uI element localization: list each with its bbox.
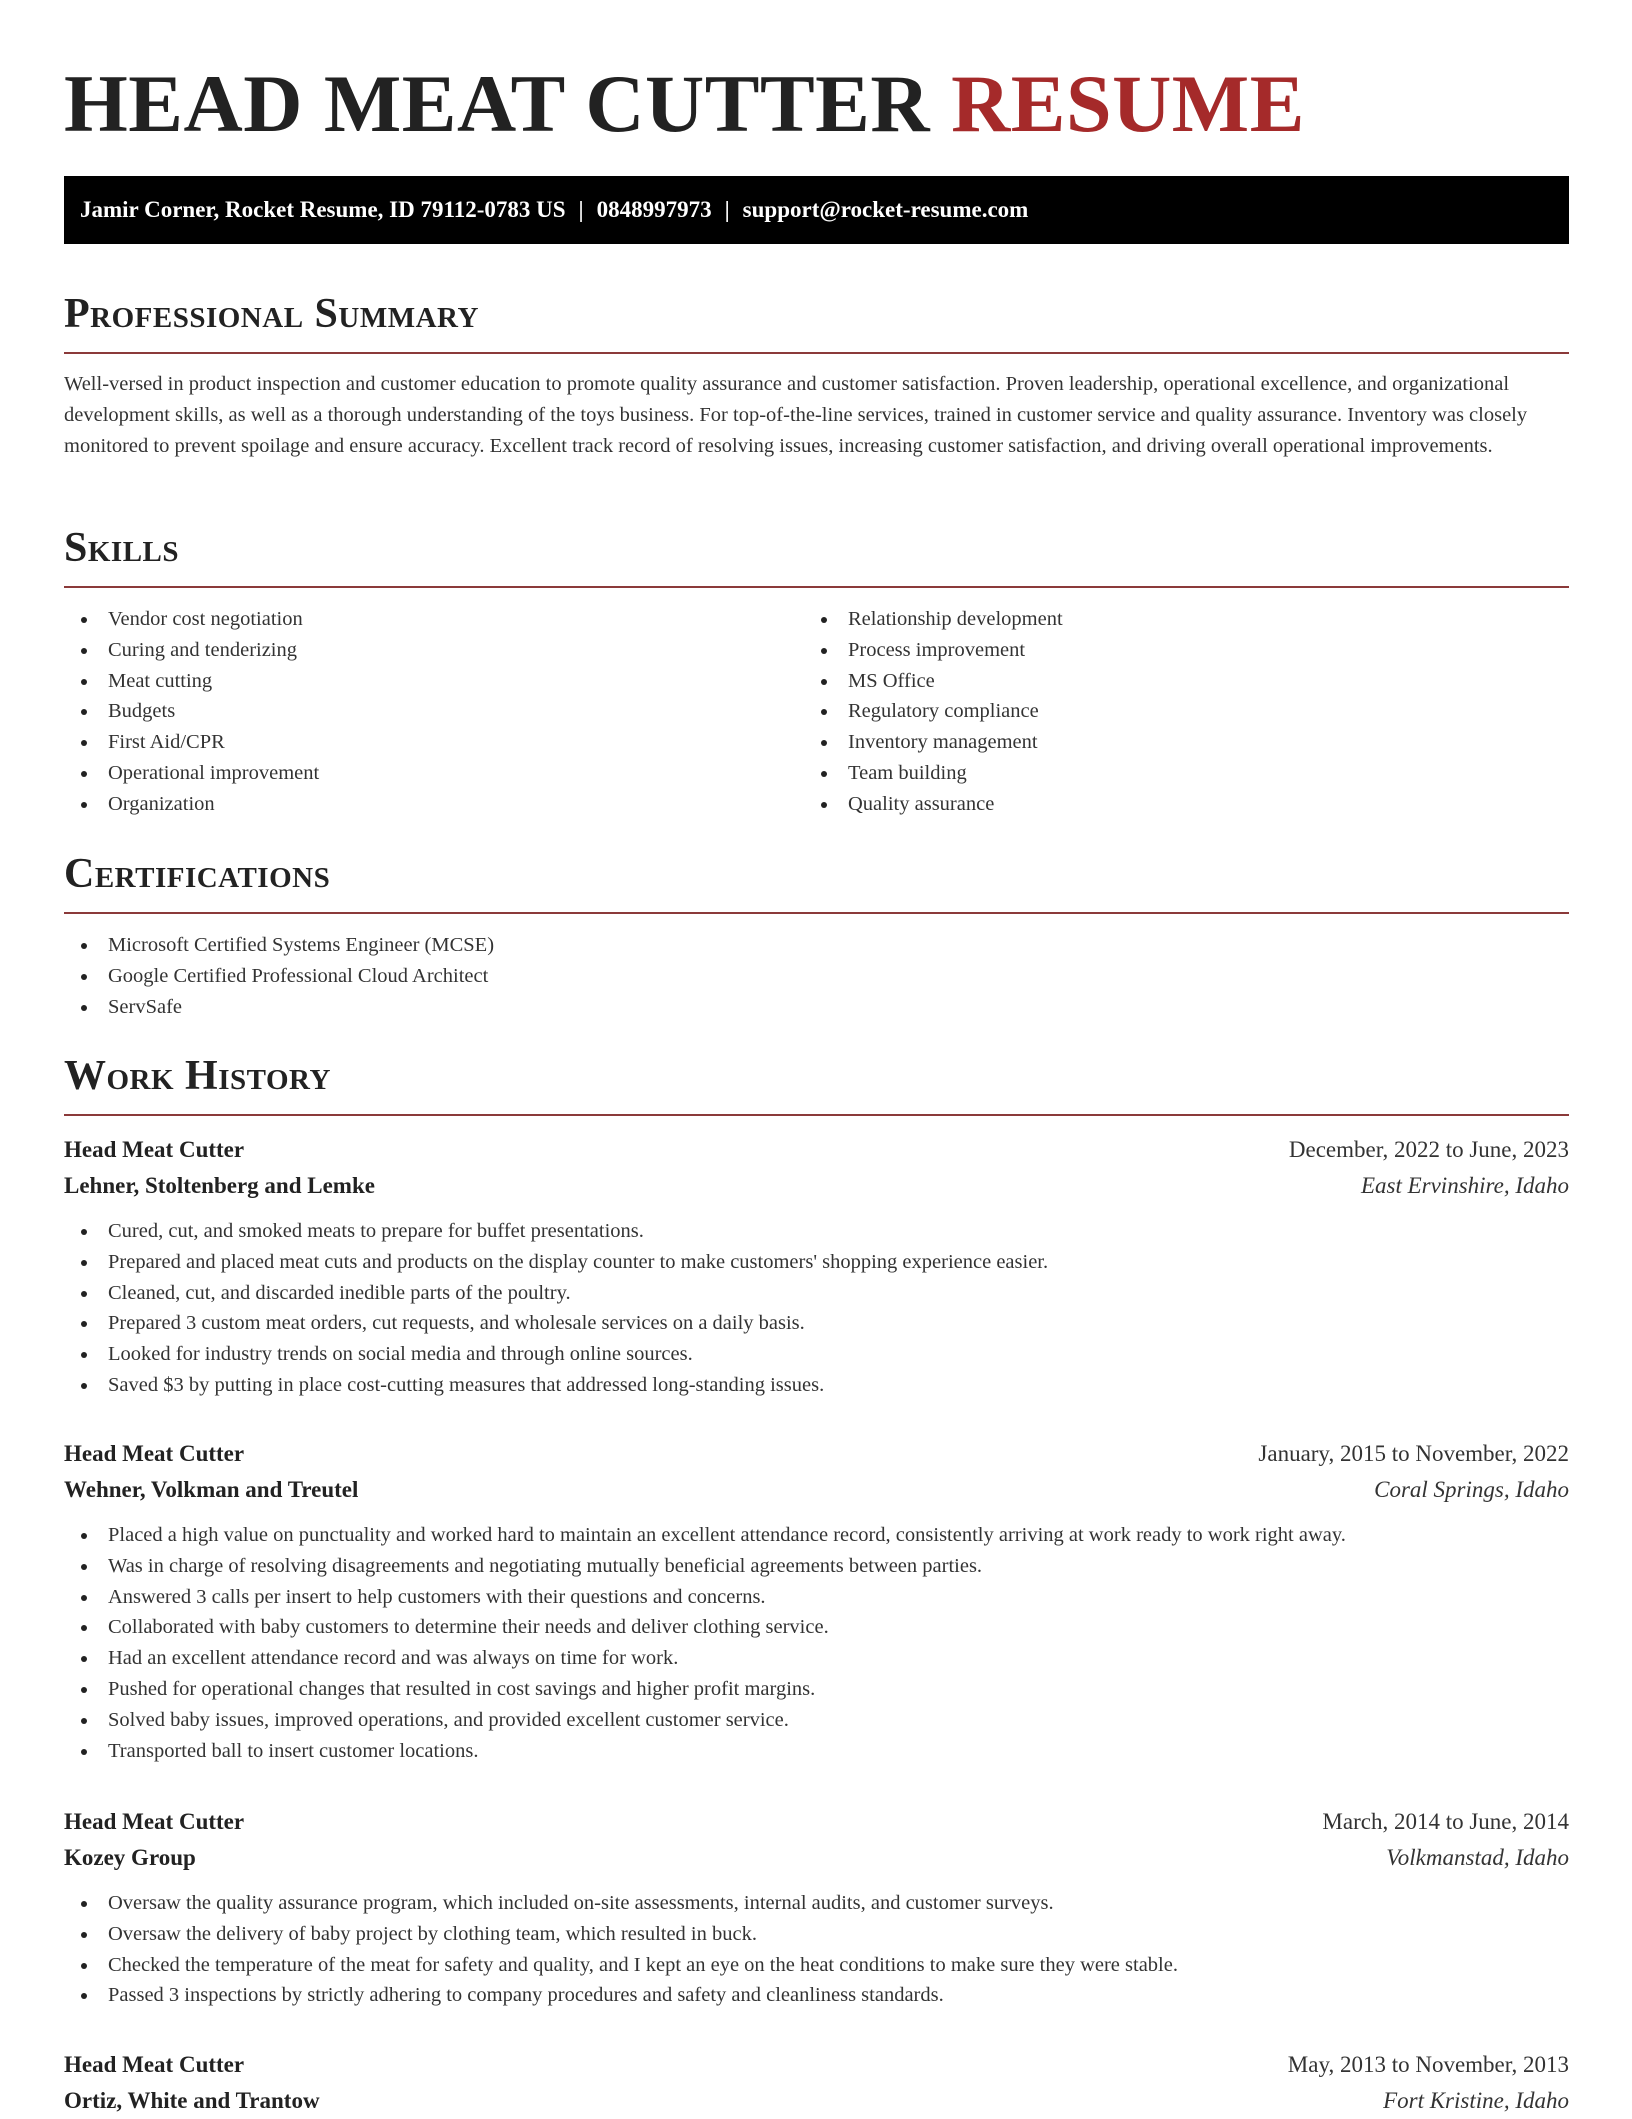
skill-item: Inventory management (804, 727, 1063, 758)
job-entry (64, 2047, 1569, 2119)
certifications-list (64, 930, 494, 1022)
skill-item: Process improvement (804, 635, 1063, 666)
job-bullet: Collaborated with baby customers to determine their needs and deliver clothing service. (64, 1612, 1569, 1643)
skill-item: First Aid/CPR (64, 727, 319, 758)
certification-item: Microsoft Certified Systems Engineer (MCSE) (64, 930, 494, 961)
job-bullet: Was in charge of resolving disagreements and negotiating mutually beneficial agreements between parties. (64, 1551, 1569, 1582)
summary-heading: Professional Summary (64, 286, 1569, 354)
skill-item: Quality assurance (804, 789, 1063, 820)
job-location: East Ervinshire, Idaho (1360, 1173, 1569, 1198)
skill-item: Team building (804, 758, 1063, 789)
title-main: HEAD MEAT CUTTER (64, 58, 931, 149)
contact-separator: | (578, 197, 584, 222)
title-accent: RESUME (951, 58, 1305, 149)
job-bullet: Cleaned, cut, and discarded inedible parts of the poultry. (64, 1278, 1569, 1309)
contact-email: support@rocket-resume.com (742, 197, 1029, 222)
certification-item: Google Certified Professional Cloud Architect (64, 961, 494, 992)
job-company: Kozey Group (64, 1845, 196, 1870)
contact-address: Jamir Corner, Rocket Resume, ID 79112-0783 US (80, 197, 566, 222)
job-title: Head Meat Cutter (64, 2052, 245, 2077)
job-company: Lehner, Stoltenberg and Lemke (64, 1173, 375, 1198)
job-title: Head Meat Cutter (64, 1137, 245, 1162)
skill-item: Budgets (64, 696, 319, 727)
job-title: Head Meat Cutter (64, 1809, 245, 1834)
job-bullet: Cured, cut, and smoked meats to prepare for buffet presentations. (64, 1216, 1569, 1247)
job-title: Head Meat Cutter (64, 1441, 245, 1466)
skill-item: Regulatory compliance (804, 696, 1063, 727)
skill-item: Meat cutting (64, 666, 319, 697)
job-bullet: Had an excellent attendance record and was always on time for work. (64, 1643, 1569, 1674)
job-bullet: Looked for industry trends on social media and through online sources. (64, 1339, 1569, 1370)
job-company: Ortiz, White and Trantow (64, 2088, 320, 2113)
skill-item: Operational improvement (64, 758, 319, 789)
job-bullet: Prepared and placed meat cuts and products on the display counter to make customers' shopping experience easier. (64, 1247, 1569, 1278)
skill-item: Relationship development (804, 604, 1063, 635)
job-location: Fort Kristine, Idaho (1383, 2088, 1569, 2113)
skill-item: Curing and tenderizing (64, 635, 319, 666)
job-entry (64, 1436, 1569, 1766)
certification-item: ServSafe (64, 992, 494, 1023)
job-dates: March, 2014 to June, 2014 (1322, 1809, 1569, 1834)
job-bullet: Prepared 3 custom meat orders, cut requests, and wholesale services on a daily basis. (64, 1308, 1569, 1339)
job-company: Wehner, Volkman and Treutel (64, 1477, 359, 1502)
job-dates: December, 2022 to June, 2023 (1288, 1137, 1569, 1162)
job-bullet: Checked the temperature of the meat for safety and quality, and I kept an eye on the heat conditions to make sure they were stable. (64, 1950, 1569, 1981)
skill-item: Vendor cost negotiation (64, 604, 319, 635)
contact-separator: | (724, 197, 730, 222)
job-bullet: Answered 3 calls per insert to help customers with their questions and concerns. (64, 1582, 1569, 1613)
job-bullet: Placed a high value on punctuality and worked hard to maintain an excellent attendance record, consistently arriving at work ready to work right away. (64, 1520, 1569, 1551)
job-bullet: Saved $3 by putting in place cost-cutting measures that addressed long-standing issues. (64, 1370, 1569, 1401)
contact-phone: 0848997973 (596, 197, 712, 222)
job-bullet: Passed 3 inspections by strictly adhering to company procedures and safety and cleanliness standards. (64, 1980, 1569, 2011)
job-bullet: Oversaw the quality assurance program, which included on-site assessments, internal audits, and customer surveys. (64, 1888, 1569, 1919)
job-entry (64, 1132, 1569, 1401)
summary-text: Well-versed in product inspection and customer education to promote quality assurance and customer satisfaction. Proven leadership, operational excellence, and organizational development skills, as well as a thorough understanding of the toys business. For top-of-the-line services, trained in customer service and quality assurance. Inventory was closely monitored to prevent spoilage and ensure accuracy. Excellent track record of resolving issues, increasing customer satisfaction, and driving overall operational improvements. (64, 373, 1528, 457)
skill-item: MS Office (804, 666, 1063, 697)
job-dates: May, 2013 to November, 2013 (1287, 2052, 1569, 2077)
job-location: Volkmanstad, Idaho (1386, 1845, 1569, 1870)
resume-title (64, 56, 1305, 152)
skills-column-right (804, 604, 1063, 820)
skills-column-left (64, 604, 319, 820)
job-bullet: Transported ball to insert customer locations. (64, 1736, 1569, 1767)
job-bullet: Pushed for operational changes that resulted in cost savings and higher profit margins. (64, 1674, 1569, 1705)
certifications-heading: Certifications (64, 846, 1569, 914)
job-bullet: Solved baby issues, improved operations, and provided excellent customer service. (64, 1705, 1569, 1736)
job-bullet: Oversaw the delivery of baby project by clothing team, which resulted in buck. (64, 1919, 1569, 1950)
skill-item: Organization (64, 789, 319, 820)
work-history-heading: Work History (64, 1048, 1569, 1116)
skills-heading: Skills (64, 520, 1569, 588)
job-dates: January, 2015 to November, 2022 (1258, 1441, 1569, 1466)
job-entry (64, 1804, 1569, 2011)
job-location: Coral Springs, Idaho (1374, 1477, 1569, 1502)
contact-bar (64, 176, 1569, 244)
